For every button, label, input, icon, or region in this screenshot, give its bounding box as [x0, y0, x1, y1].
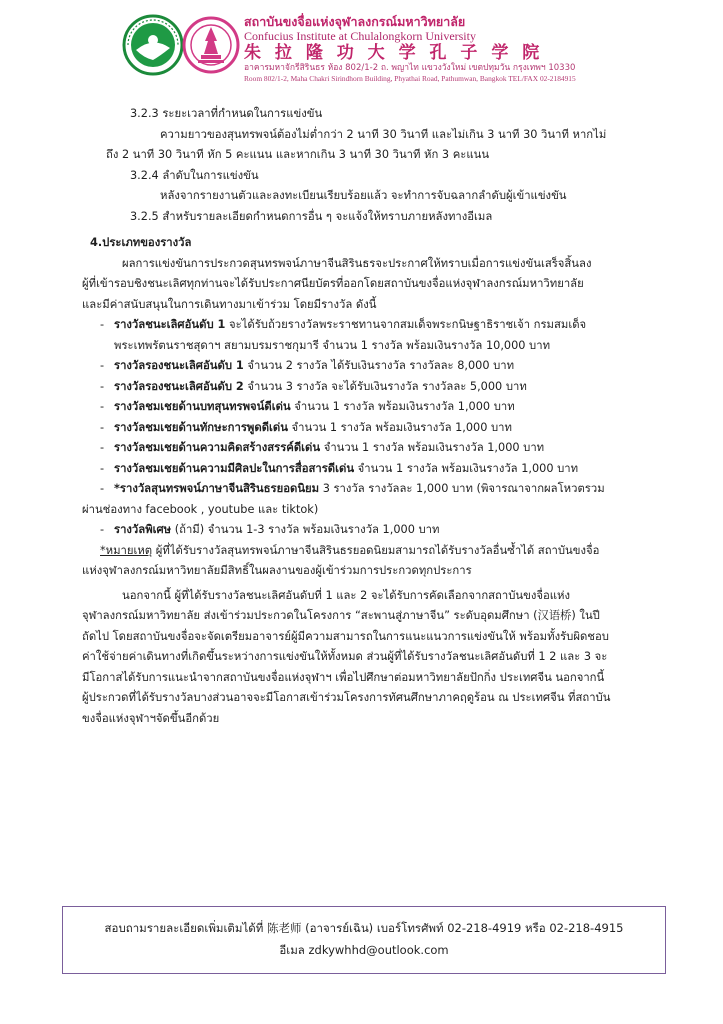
- letterhead-text: [244, 14, 604, 84]
- section-3-2-5-title: 3.2.5 สำหรับรายละเอียดกำหนดการอื่น ๆ จะแจ้งให้ทราบภายหลังทางอีเมล: [130, 209, 493, 223]
- document-body: [82, 104, 654, 729]
- address-thai: อาคารมหาจักรีสิรินธร ห้อง 802/1-2 ถ. พญาไท แขวงวังใหม่ เขตปทุมวัน กรุงเทพฯ 10330: [244, 63, 576, 73]
- section-3-2-4-title: 3.2.4 ลำดับในการแข่งขัน: [130, 168, 259, 182]
- list-item: - รางวัลชนะเลิศอันดับ 1 จะได้รับถ้วยรางวัลพระราชทานจากสมเด็จพระกนิษฐาธิราชเจ้า กรมสมเด็จ: [100, 318, 587, 331]
- confucius-institute-logo: [122, 14, 184, 76]
- institute-name-thai: สถาบันขงจื่อแห่งจุฬาลงกรณ์มหาวิทยาลัย: [244, 14, 466, 29]
- list-item: - รางวัลชมเชยด้านความมีศิลปะในการสื่อสารดีเด่น จำนวน 1 รางวัล พร้อมเงินรางวัล 1,000 บาท: [100, 461, 579, 475]
- paragraph-line: ขงจื่อแห่งจุฬาฯจัดขึ้นอีกด้วย: [82, 711, 220, 725]
- list-item: - รางวัลชมเชยด้านบทสุนทรพจน์ดีเด่น จำนวน 1 รางวัล พร้อมเงินรางวัล 1,000 บาท: [100, 400, 515, 413]
- institute-name-english: Confucius Institute at Chulalongkorn University: [244, 29, 476, 43]
- contact-phone-line: สอบถามรายละเอียดเพิ่มเติมได้ที่ 陈老师 (อาจารย์เฉิน) เบอร์โทรศัพท์ 02-218-4919 หรือ 02-218-4915: [104, 921, 624, 935]
- list-item: - รางวัลพิเศษ (ถ้ามี) จำนวน 1-3 รางวัล พร้อมเงินรางวัล 1,000 บาท: [100, 523, 440, 536]
- institute-name-chinese: 朱 拉 隆 功 大 学 孔 子 学 院: [244, 43, 544, 63]
- letterhead: [122, 10, 602, 88]
- paragraph-line: ผู้ประกวดที่ได้รับรางวัลบางส่วนอาจจะมีโอกาสเข้าร่วมโครงการทัศนศึกษาภาคฤดูร้อน ณ ประเทศจีน ที่สถาบัน: [82, 691, 611, 704]
- section-4-heading: 4.ประเภทของรางวัล: [90, 236, 192, 249]
- paragraph-line: และมีค่าสนับสนุนในการเดินทางมาเข้าร่วม โดยมีรางวัล ดังนี้: [82, 297, 377, 311]
- section-3-2-3-title: 3.2.3 ระยะเวลาที่กำหนดในการแข่งขัน: [130, 107, 323, 120]
- paragraph-line: ถึง 2 นาที 30 วินาที หัก 5 คะแนน และหากเกิน 3 นาที 30 วินาที หัก 3 คะแนน: [106, 148, 490, 161]
- paragraph-line: ความยาวของสุนทรพจน์ต้องไม่ต่ำกว่า 2 นาที 30 วินาที และไม่เกิน 3 นาที 30 วินาที หากไม่: [160, 127, 607, 141]
- address-english: Room 802/1-2, Maha Chakri Sirindhorn Building, Phyathai Road, Pathumwan, Bangkok TEL/FAX 02-2184915: [244, 74, 576, 83]
- list-item: - รางวัลชมเชยด้านทักษะการพูดดีเด่น จำนวน 1 รางวัล พร้อมเงินรางวัล 1,000 บาท: [100, 420, 512, 434]
- note-label: *หมายเหตุ: [100, 543, 153, 557]
- note-line: แห่งจุฬาลงกรณ์มหาวิทยาลัยมีสิทธิ์ในผลงานของผู้เข้าร่วมการประกวดทุกประการ: [82, 564, 472, 577]
- paragraph-line: ถัดไป โดยสถาบันขงจื่อจะจัดเตรียมอาจารย์ผู้มีความสามารถในการแนะแนวการแข่งขันให้ พร้อมทั้งรับผิดชอบ: [82, 629, 609, 643]
- paragraph-line: หลังจากรายงานตัวและลงทะเบียนเรียบร้อยแล้ว จะทำการจับฉลากลำดับผู้เข้าแข่งขัน: [160, 189, 567, 202]
- paragraph-line: จุฬาลงกรณ์มหาวิทยาลัย ส่งเข้าร่วมประกวดในโครงการ “สะพานสู่ภาษาจีน” ระดับอุดมศึกษา (汉语桥) ในปี: [82, 609, 600, 622]
- contact-box: [62, 906, 666, 974]
- paragraph-line: ผู้ที่เข้ารอบชิงชนะเลิศทุกท่านจะได้รับประกาศนียบัตรที่ออกโดยสถาบันขงจื่อแห่งจุฬาลงกรณ์มหาวิทยาลัย: [82, 277, 584, 290]
- list-item: - รางวัลรองชนะเลิศอันดับ 1 จำนวน 2 รางวัล ได้รับเงินรางวัล รางวัลละ 8,000 บาท: [100, 359, 515, 372]
- contact-email[interactable]: อีเมล zdkywhhd@outlook.com: [279, 943, 449, 957]
- list-item-continuation: พระเทพรัตนราชสุดาฯ สยามบรมราชกุมารี จำนวน 1 รางวัล พร้อมเงินรางวัล 10,000 บาท: [114, 338, 551, 352]
- award-list: [82, 315, 654, 541]
- paragraph-line: ค่าใช้จ่ายค่าเดินทางที่เกิดขึ้นระหว่างการแข่งขันให้ทั้งหมด ส่วนผู้ที่ได้รับรางวัลชนะเลิศอันดับที่ 1 2 และ 3 จะ: [82, 650, 608, 663]
- paragraph-line: นอกจากนี้ ผู้ที่ได้รับรางวัลชนะเลิศอันดับที่ 1 และ 2 จะได้รับการคัดเลือกจากสถาบันขงจื่อแห่ง: [122, 588, 571, 602]
- list-item: - รางวัลชมเชยด้านความคิดสร้างสรรค์ดีเด่น จำนวน 1 รางวัล พร้อมเงินรางวัล 1,000 บาท: [100, 441, 545, 454]
- list-item: - *รางวัลสุนทรพจน์ภาษาจีนสิรินธรยอดนิยม 3 รางวัล รางวัลละ 1,000 บาท (พิจารณาจากผลโหวตรวม: [100, 482, 605, 495]
- paragraph-line: มีโอกาสได้รับการแนะนำจากสถาบันขงจื่อแห่งจุฬาฯ เพื่อไปศึกษาต่อมหาวิทยาลัยปักกิ่ง ประเทศจีน นอกจากนี้: [82, 670, 605, 684]
- note-line: *หมายเหตุ ผู้ที่ได้รับรางวัลสุนทรพจน์ภาษาจีนสิรินธรยอดนิยมสามารถได้รับรางวัลอื่นซ้ำได้ สถาบันขงจื่อ: [100, 543, 600, 557]
- list-item-continuation: ผ่านช่องทาง facebook , youtube และ tiktok): [82, 502, 319, 516]
- paragraph-line: ผลการแข่งขันการประกวดสุนทรพจน์ภาษาจีนสิรินธรจะประกาศให้ทราบเมื่อการแข่งขันเสร็จสิ้นลง: [122, 256, 592, 270]
- list-item: - รางวัลรองชนะเลิศอันดับ 2 จำนวน 3 รางวัล จะได้รับเงินรางวัล รางวัลละ 5,000 บาท: [100, 379, 527, 393]
- chulalongkorn-seal-icon: [182, 14, 240, 76]
